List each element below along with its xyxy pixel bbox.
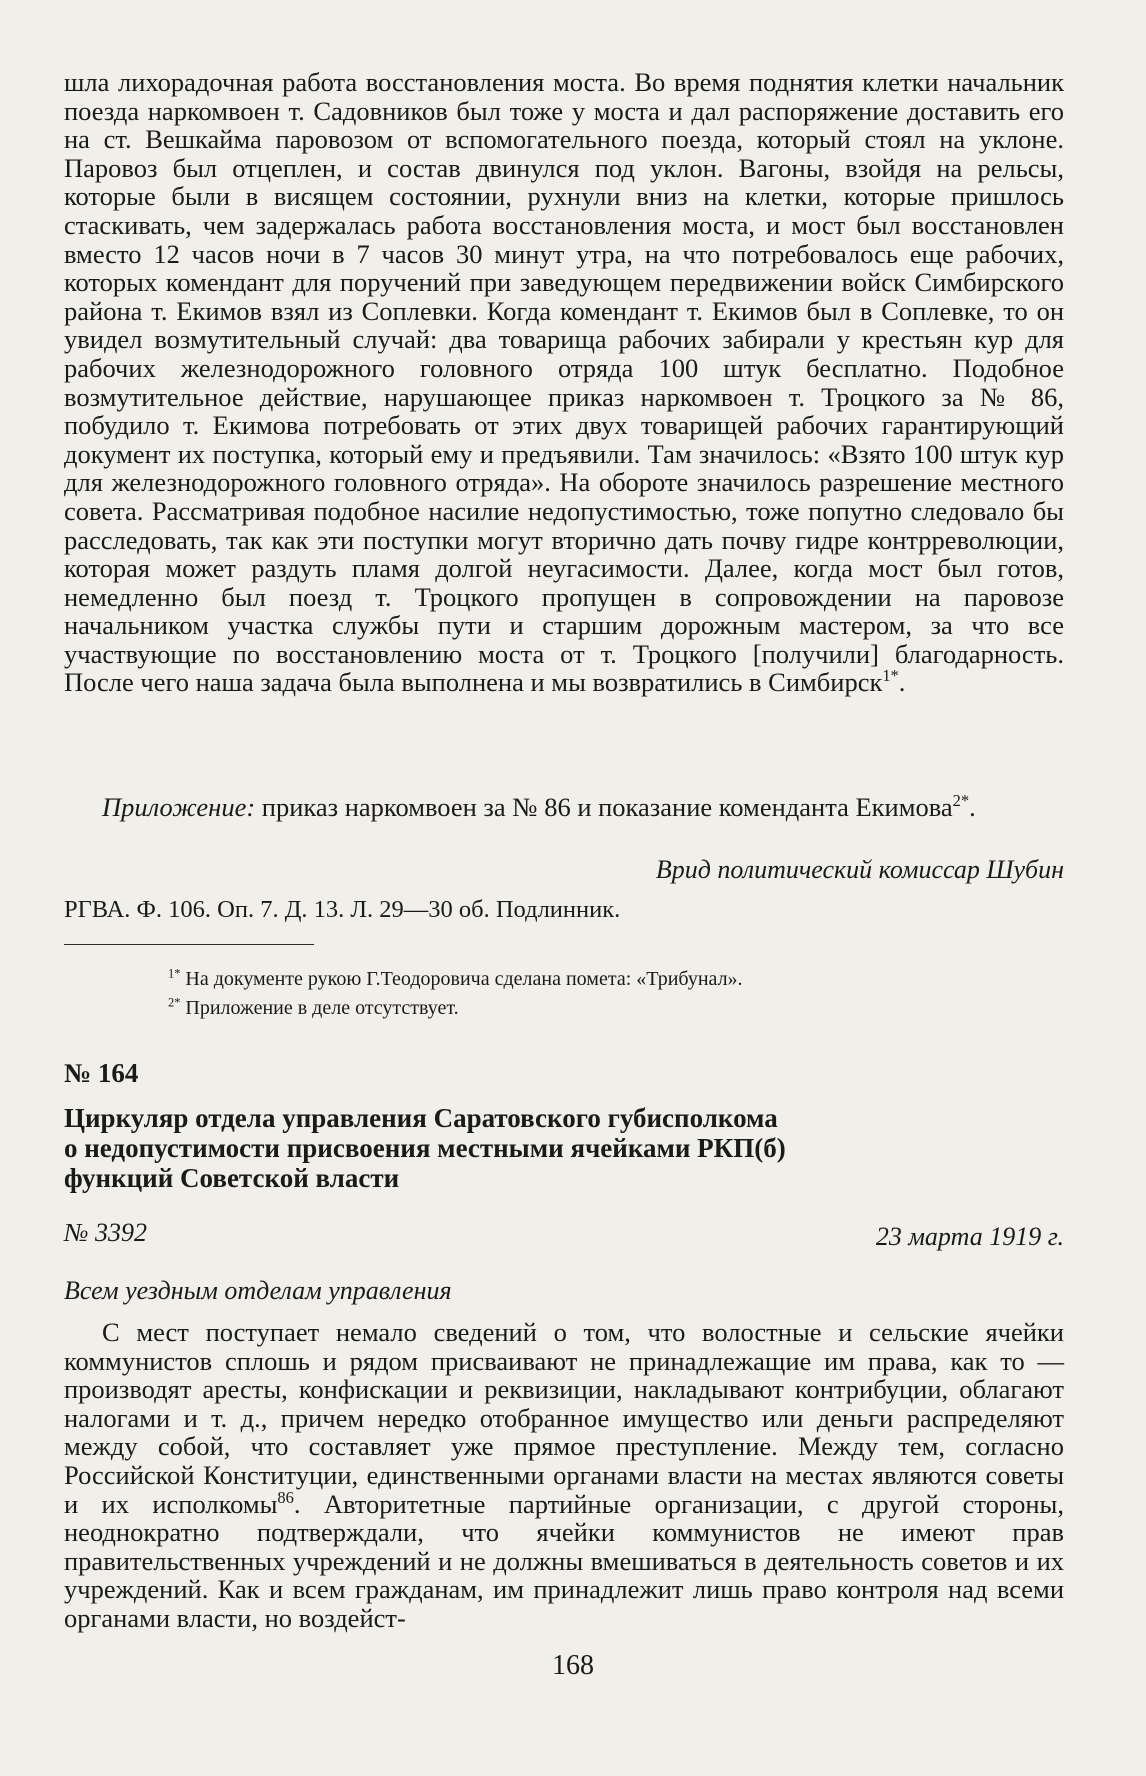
document-title-line: Циркуляр отдела управления Саратовского губисполкома [64, 1103, 778, 1133]
archive-reference: РГВА. Ф. 106. Оп. 7. Д. 13. Л. 29—30 об. Подлинник. [64, 896, 621, 923]
body-paragraph-1: шла лихорадочная работа восстановления моста. Во время поднятия клетки начальник поезда наркомвоен т. Садовников был тоже у моста и дал распоряжение доставить его на ст. Вешкайма паровозом от вспомогательного поезда, который стоял на уклоне. Паровоз был отцеплен, и состав двинулся под уклон. Вагоны, взойдя на рельсы, которые были в висящем состоянии, рухнули вниз на клетки, которые пришлось стаскивать, чем задержалась работа восстановления моста, и мост был восстановлен вместо 12 часов ночи в 7 часов 30 минут утра, на что потребовалось еще рабочих, которых комендант для поручений при заведующем передвижении войск Симбирского района т. Екимов взял из Соплевки. Когда комендант т. Екимов был в Соплевке, то он увидел возмутительный случай: два товарища рабочих забирали у крестьян кур для рабочих железнодорожного головного отряда 100 штук бесплатно. Подобное возмутительное действие, нарушающее приказ наркомвоен т. Троцкого за № 86, побудило т. Екимова потребовать от этих двух товарищей рабочих гарантирующий документ их поступка, который ему и предъявили. Там значилось: «Взято 100 штук кур для железнодорожного головного отряда». На обороте значилось разрешение местного совета. Рассматривая подобное насилие недопустимостью, тоже попутно следовало бы расследовать, так как эти поступки могут вторично дать почву гидре контрреволюции, которая может раздуть пламя долгой неугасимости. Далее, когда мост был готов, немедленно был поезд т. Троцкого пропущен в сопровождении на паровозе начальником участка службы пути и старшим дорожным мастером, за что все участвующие по восстановлению моста от т. Троцкого [получили] благодарность. После чего наша задача была выполнена и мы возвратились в Симбирск$^{1*}$. [64, 67, 1064, 698]
signature: Врид политический комиссар Шубин [655, 855, 1064, 884]
footnote-mark-1: 1* [882, 666, 899, 686]
document-date: 23 марта 1919 г. [875, 1222, 1064, 1251]
footnote-mark-2: 2* [952, 791, 970, 811]
document-title-line: о недопустимости присвоения местными ячейками РКП(б) [64, 1133, 786, 1163]
document-title [64, 1103, 1064, 1193]
body-paragraph-2 [64, 1318, 1064, 1633]
paragraph-1-text: шла лихорадочная работа восстановления моста. Во время поднятия клетки начальник поезда наркомвоен т. Садовников был тоже у моста и дал распоряжение доставить его на ст. Вешкайма паровозом от вспомогательного поезда, который стоял на уклоне. Паровоз был отцеплен, и состав двинулся под уклон. Вагоны, взойдя на рельсы, которые были в висящем состоянии, рухнули вниз на клетки, которые пришлось стаскивать, чем задержалась работа восстановления моста, и мост был восстановлен вместо 12 часов ночи в 7 часов 30 минут утра, на что потребовалось еще рабочих, которых комендант для поручений при заведующем передвижении войск Симбирского района т. Екимов взял из Соплевки. Когда комендант т. Екимов был в Соплевке, то он увидел возмутительный случай: два товарища рабочих забирали у крестьян кур для рабочих железнодорожного головного отряда 100 штук бесплатно. Подобное возмутительное действие, нарушающее приказ наркомвоен т. Троцкого за № 86, побудило т. Екимова потребовать от этих двух товарищей рабочих гарантирующий документ их поступка, который ему и предъявили. Там значилось: «Взято 100 штук кур для железнодорожного головного отряда». На обороте значилось разрешение местного совета. Рассматривая подобное насилие недопустимостью, тоже попутно следовало бы расследовать, так как эти поступки могут вторично дать почву гидре контрреволюции, которая может раздуть пламя долгой неугасимости. Далее, когда мост был готов, немедленно был поезд т. Троцкого пропущен в сопровождении на паровозе начальником участка службы пути и старшим дорожным мастером, за что все участвующие по восстановлению моста от т. Троцкого [получили] благодарность. После чего наша задача была выполнена и мы возвратились в Симбирск [64, 67, 1064, 698]
page-number: 168 [552, 1650, 594, 1681]
paragraph-2-text-a: С мест поступает немало сведений о том, что волостные и сельские ячейки коммунистов сплошь и рядом присваивают не принадлежащие им права, как то — производят аресты, конфискации и реквизиции, накладывают контрибуции, облагают налогами и т. д., причем нередко отобранное имущество или деньги распределяют между собой, что составляет уже прямое преступление. Между тем, согласно Российской Конституции, единственными органами власти на местах являются советы и их исполкомы [64, 1317, 1064, 1519]
footnote-2-text: Приложение в деле отсутствует. [180, 997, 459, 1019]
footnote-1-mark: 1* [168, 966, 181, 981]
reference-number: № 3392 [64, 1218, 148, 1247]
footnote-divider [64, 944, 314, 945]
appendix-paragraph: Приложение: приказ наркомвоен за № 86 и показание коменданта Екимова$^{2*}$. [102, 791, 976, 822]
endnote-mark-86: 86 [277, 1487, 294, 1507]
footnote-1 [168, 968, 743, 991]
paragraph-2-text-b: . Авторитетные партийные организации, с другой стороны, неоднократно подтверждали, что ячейки коммунистов не имеют прав правительственных учреждений и не должны вмешиваться в деятельность советов и их учреждений. Как и всем гражданам, им принадлежит лишь право контроля над всеми органами власти, но воздейст- [64, 1488, 1064, 1633]
addressee: Всем уездным отделам управления [64, 1276, 452, 1305]
document-number: № 164 [64, 1058, 139, 1088]
document-title-line: функций Советской власти [64, 1163, 400, 1193]
appendix-label: Приложение: [102, 792, 256, 822]
footnote-2-mark: 2* [168, 995, 181, 1010]
appendix-text: приказ наркомвоен за № 86 и показание коменданта Екимова [255, 792, 953, 822]
footnote-2 [168, 997, 459, 1020]
footnote-1-text: На документе рукою Г.Теодоровича сделана помета: «Трибунал». [180, 968, 743, 990]
